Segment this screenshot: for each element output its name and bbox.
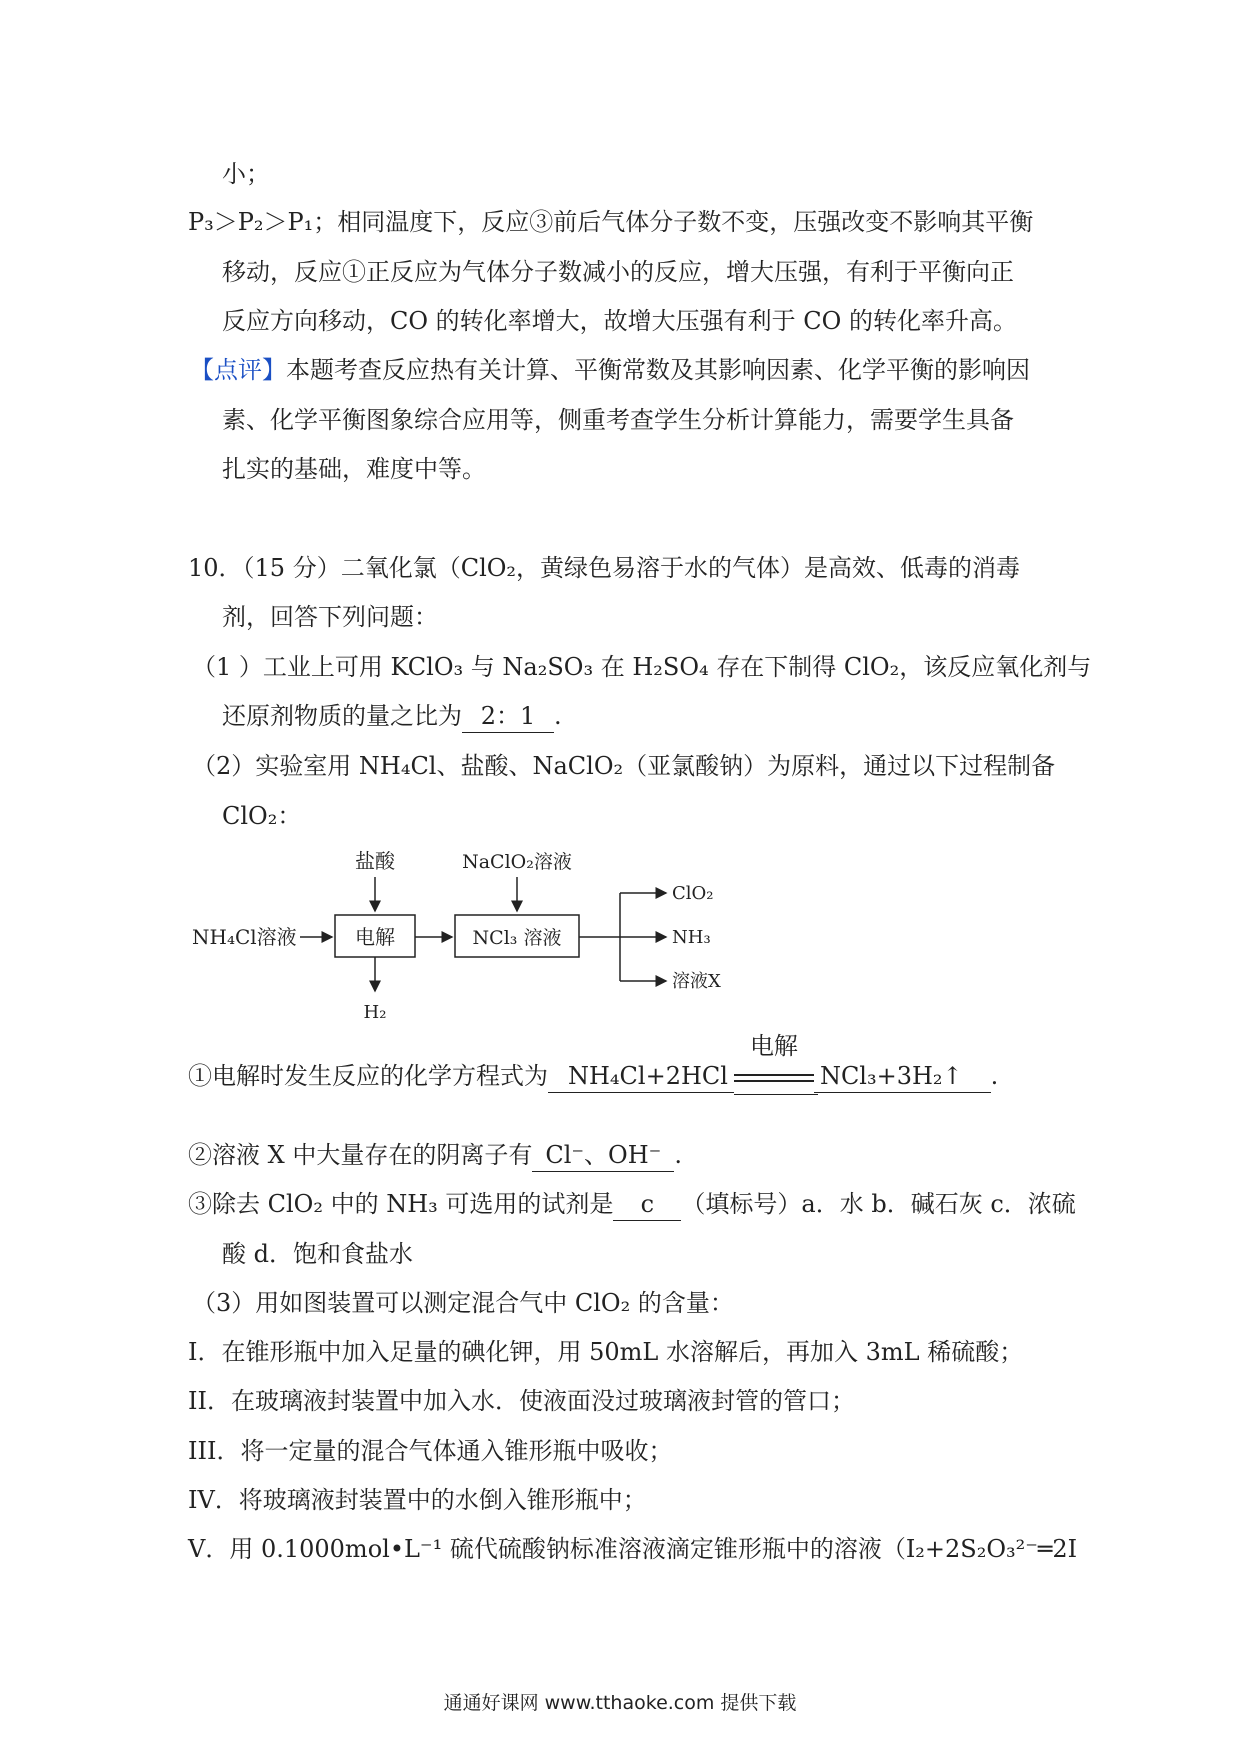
- text-line: ClO₂：: [222, 802, 302, 830]
- comment-line: [190, 354, 1030, 386]
- answer-prefix: ②溶液 X 中大量存在的阴离子有: [188, 1141, 533, 1169]
- flow-input-hcl: 盐酸: [355, 849, 395, 873]
- text-line: P₃＞P₂＞P₁；相同温度下，反应③前后气体分子数不变，压强改变不影响其平衡: [188, 208, 1034, 236]
- answer-blank: 2：1: [462, 700, 554, 733]
- answer-line: [188, 1139, 682, 1172]
- equation-prefix: ①电解时发生反应的化学方程式为: [188, 1062, 548, 1090]
- comment-text: 本题考查反应热有关计算、平衡常数及其影响因素、化学平衡的影响因: [286, 356, 1030, 384]
- text-line: （3）用如图装置可以测定混合气中 ClO₂ 的含量：: [192, 1289, 734, 1317]
- flow-input-nh4cl: NH₄Cl溶液: [192, 925, 297, 949]
- process-flow-diagram: [180, 833, 780, 1033]
- text-line: （2）实验室用 NH₄Cl、盐酸、NaClO₂（亚氯酸钠）为原料，通过以下过程制备: [192, 752, 1056, 780]
- answer-blank: Cl⁻、OH⁻: [532, 1139, 674, 1172]
- text-line: 剂，回答下列问题：: [222, 603, 438, 631]
- step-line: II．在玻璃液封装置中加入水．使液面没过玻璃液封管的管口；: [188, 1387, 855, 1415]
- flow-output-clo2: ClO₂: [672, 883, 714, 904]
- answer-line: [222, 700, 562, 733]
- text-line: 酸 d．饱和食盐水: [222, 1240, 413, 1268]
- equation-suffix: .: [990, 1062, 999, 1090]
- flow-output-nh3: NH₃: [672, 927, 711, 948]
- condition-label: 电解: [749, 1032, 798, 1060]
- step-line: I．在锥形瓶中加入足量的碘化钾，用 50mL 水溶解后，再加入 3mL 稀硫酸；: [188, 1338, 1024, 1366]
- flow-output-h2: H₂: [363, 1002, 387, 1023]
- answer-prefix: 还原剂物质的量之比为: [222, 702, 462, 730]
- comment-tag: 【点评】: [190, 356, 286, 384]
- answer-suffix: （填标号）a．水 b．碱石灰 c．浓硫: [681, 1190, 1076, 1218]
- flow-output-solution-x: 溶液X: [672, 971, 721, 992]
- equation-lhs: NH₄Cl+2HCl: [548, 1060, 734, 1093]
- text-line: （1 ）工业上可用 KClO₃ 与 Na₂SO₃ 在 H₂SO₄ 存在下制得 ClO₂，该反应氧化剂与: [192, 653, 1092, 681]
- text-line: 移动，反应①正反应为气体分子数减小的反应，增大压强，有利于平衡向正: [222, 258, 1014, 286]
- answer-prefix: ③除去 ClO₂ 中的 NH₃ 可选用的试剂是: [188, 1190, 614, 1218]
- text-line: 反应方向移动，CO 的转化率增大，故增大压强有利于 CO 的转化率升高。: [222, 307, 1017, 335]
- step-line: IV．将玻璃液封装置中的水倒入锥形瓶中；: [188, 1486, 647, 1514]
- answer-blank: c: [613, 1188, 681, 1221]
- text-line: 素、化学平衡图象综合应用等，侧重考查学生分析计算能力，需要学生具备: [222, 406, 1014, 434]
- flow-input-naclo2: NaClO₂溶液: [462, 851, 572, 873]
- equation-line: [188, 1032, 999, 1093]
- page-footer: 通通好课网 www.tthaoke.com 提供下载: [443, 1692, 797, 1714]
- flow-box2-label: NCl₃ 溶液: [472, 927, 562, 949]
- step-line: V．用 0.1000mol•L⁻¹ 硫代硫酸钠标准溶液滴定锥形瓶中的溶液（I₂+2S₂O₃²⁻═2I: [188, 1535, 1078, 1563]
- answer-suffix: .: [554, 702, 562, 730]
- text-line: 小；: [222, 160, 270, 188]
- equation-condition: [734, 1032, 814, 1092]
- step-line: III．将一定量的混合气体通入锥形瓶中吸收；: [188, 1437, 673, 1465]
- answer-line: [188, 1188, 1076, 1221]
- flow-box1-label: 电解: [355, 925, 395, 949]
- text-line: 扎实的基础，难度中等。: [222, 455, 486, 483]
- equation-rhs: NCl₃+3H₂↑: [814, 1060, 991, 1093]
- answer-suffix: .: [674, 1141, 682, 1169]
- question-heading: 10．（15 分）二氧化氯（ClO₂，黄绿色易溶于水的气体）是高效、低毒的消毒: [188, 554, 1021, 582]
